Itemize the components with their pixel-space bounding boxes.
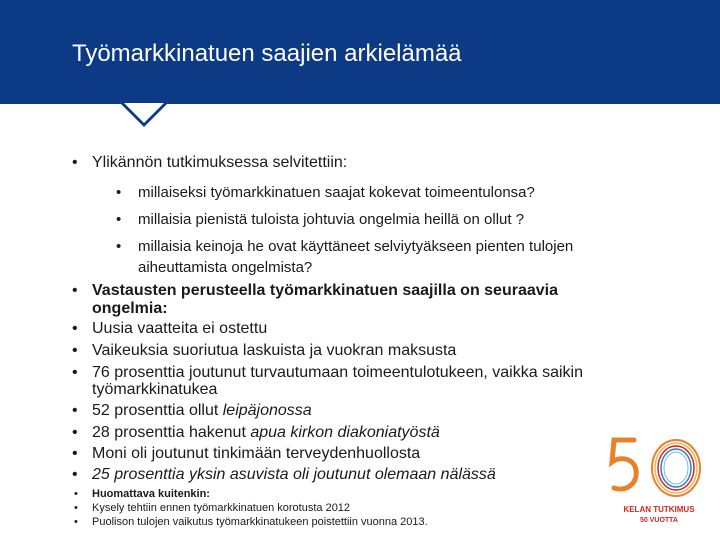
finding-7: 25 prosenttia yksin asuvista oli joutunut olemaan nälässä <box>92 466 496 483</box>
note-heading: Huomattava kuitenkin: <box>92 488 210 500</box>
finding-5-text: 28 prosenttia hakenut <box>92 424 251 441</box>
banner-notch-inner <box>124 103 164 123</box>
note-1: Kysely tehtiin ennen työmarkkinatuen korotusta 2012 <box>92 502 351 514</box>
subitem-3: millaisia keinoja he ovat käyttäneet selviytyäkseen pienten tulojen <box>138 238 574 255</box>
finding-5 <box>92 424 440 442</box>
intro-text: Ylikännön tutkimuksessa selvitettiin: <box>92 154 348 171</box>
bullet: • <box>116 238 122 255</box>
finding-6: Moni oli joutunut tinkimään terveydenhuollosta <box>92 445 421 462</box>
bullet: • <box>74 488 78 500</box>
bullet: • <box>72 282 78 299</box>
finding-3-cont: työmarkkinatukea <box>92 381 218 398</box>
finding-4-text: 52 prosenttia ollut <box>92 402 223 419</box>
subitem-1: millaiseksi työmarkkinatuen saajat kokevat toimeentulonsa? <box>138 184 535 201</box>
findings-heading: Vastausten perusteella työmarkkinatuen saajilla on seuraavia <box>92 282 558 299</box>
subitem-3-cont: aiheuttamista ongelmista? <box>138 259 313 276</box>
finding-4 <box>92 402 312 420</box>
finding-1: Uusia vaatteita ei ostettu <box>92 320 268 337</box>
bullet: • <box>74 502 78 514</box>
note-2: Puolison tulojen vaikutus työmarkkinatukeen poistettiin vuonna 2013. <box>92 516 428 528</box>
bullet: • <box>72 154 78 171</box>
bullet: • <box>72 342 78 359</box>
finding-5-emphasis: apua kirkon diakoniatyöstä <box>250 424 440 441</box>
slide-title: Työmarkkinatuen saajien arkielämää <box>72 40 462 67</box>
finding-4-emphasis: leipäjonossa <box>222 402 312 419</box>
bullet: • <box>116 184 122 201</box>
bullet: • <box>72 424 78 441</box>
bullet: • <box>72 320 78 337</box>
subitem-2: millaisia pienistä tuloista johtuvia ongelmia heillä on ollut ? <box>138 211 525 228</box>
findings-heading-cont: ongelmia: <box>92 300 168 317</box>
bullet: • <box>72 466 78 483</box>
finding-2: Vaikeuksia suoriutua laskuista ja vuokran maksusta <box>92 342 457 359</box>
logo-line-1: KELAN TUTKIMUS <box>623 505 695 514</box>
bullet: • <box>74 516 78 528</box>
kela-50-logo <box>604 436 714 536</box>
bullet: • <box>72 445 78 462</box>
bullet: • <box>72 402 78 419</box>
finding-3: 76 prosenttia joutunut turvautumaan toimeentulotukeen, vaikka saikin <box>92 364 583 381</box>
logo-line-2: 50 VUOTTA <box>640 517 678 524</box>
logo-zero <box>652 440 700 496</box>
bullet: • <box>116 211 122 228</box>
bullet: • <box>72 364 78 381</box>
